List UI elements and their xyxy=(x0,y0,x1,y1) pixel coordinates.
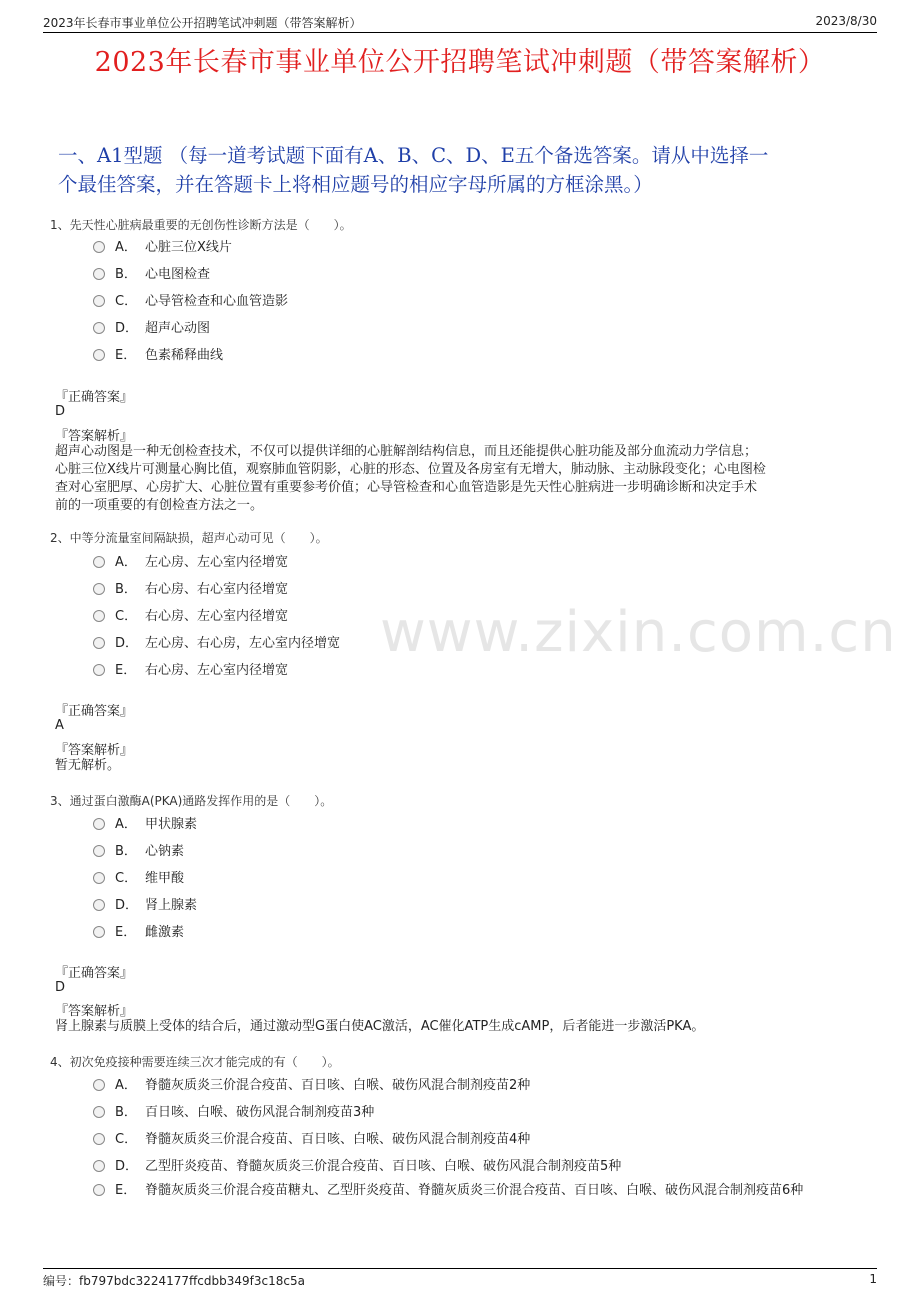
question-1-option-e[interactable] xyxy=(93,344,223,363)
option-text: 心钠素 xyxy=(145,844,185,859)
radio-icon[interactable] xyxy=(93,1106,105,1118)
radio-icon[interactable] xyxy=(93,818,105,830)
question-1-option-b[interactable] xyxy=(93,263,210,282)
analysis-line: 前的一项重要的有创检查方法之一。 xyxy=(55,498,264,513)
radio-icon[interactable] xyxy=(93,610,105,622)
option-text: 心脏三位X线片 xyxy=(145,240,232,255)
analysis-label: 『答案解析』 xyxy=(55,743,134,758)
radio-icon[interactable] xyxy=(93,664,105,676)
page-footer xyxy=(43,1268,877,1288)
analysis-line: 肾上腺素与质膜上受体的结合后，通过激动型G蛋白使AC激活，AC催化ATP生成cAMP，后者能进一步激活PKA。 xyxy=(55,1019,705,1034)
header-doc-title: 2023年长春市事业单位公开招聘笔试冲刺题（带答案解析） xyxy=(43,16,362,30)
question-3-answer: D xyxy=(55,980,66,995)
answer-label: 『正确答案』 xyxy=(55,966,134,981)
option-text: 右心房、左心室内径增宽 xyxy=(145,663,289,678)
question-3-option-c[interactable] xyxy=(93,867,184,886)
question-4-option-b[interactable] xyxy=(93,1101,374,1120)
question-2-option-c[interactable] xyxy=(93,605,288,624)
option-letter: A． xyxy=(115,817,137,832)
question-3-option-b[interactable] xyxy=(93,840,184,859)
option-text: 左心房、左心室内径增宽 xyxy=(145,555,289,570)
option-text: 心导管检查和心血管造影 xyxy=(145,294,289,309)
radio-icon[interactable] xyxy=(93,1079,105,1091)
radio-icon[interactable] xyxy=(93,583,105,595)
option-text: 甲状腺素 xyxy=(145,817,198,832)
question-3-option-a[interactable] xyxy=(93,813,197,832)
question-1-analysis xyxy=(55,443,870,515)
question-4-option-d[interactable] xyxy=(93,1155,621,1174)
option-text: 脊髓灰质炎三价混合疫苗、百日咳、白喉、破伤风混合制剂疫苗4种 xyxy=(145,1132,531,1147)
question-1-option-c[interactable] xyxy=(93,290,288,309)
option-letter: D． xyxy=(115,636,139,651)
option-text: 右心房、左心室内径增宽 xyxy=(145,609,289,624)
radio-icon[interactable] xyxy=(93,268,105,280)
option-text: 百日咳、白喉、破伤风混合制剂疫苗3种 xyxy=(145,1105,375,1120)
question-2-stem: 2、中等分流量室间隔缺损，超声心动可见（ ）。 xyxy=(50,531,328,545)
option-letter: C． xyxy=(115,871,138,886)
option-letter: D． xyxy=(115,321,139,336)
answer-label: 『正确答案』 xyxy=(55,390,134,405)
section-heading-line-1: 一、A1型题 （每一道考试题下面有A、B、C、D、E五个备选答案。请从中选择一 xyxy=(58,144,769,167)
question-3-option-e[interactable] xyxy=(93,921,184,940)
answer-label: 『正确答案』 xyxy=(55,704,134,719)
radio-icon[interactable] xyxy=(93,872,105,884)
question-3-option-d[interactable] xyxy=(93,894,197,913)
option-text: 肾上腺素 xyxy=(145,898,198,913)
radio-icon[interactable] xyxy=(93,1160,105,1172)
option-letter: E． xyxy=(115,663,137,678)
option-letter: D． xyxy=(115,1159,139,1174)
option-text: 超声心动图 xyxy=(145,321,211,336)
option-letter: E． xyxy=(115,925,137,940)
radio-icon[interactable] xyxy=(93,845,105,857)
option-letter: B． xyxy=(115,267,137,282)
option-text: 雌激素 xyxy=(145,925,185,940)
footer-doc-id: 编号：fb797bdc3224177ffcdbb349f3c18c5a xyxy=(43,1274,305,1288)
section-heading-line-2: 个最佳答案，并在答题卡上将相应题号的相应字母所属的方框涂黑。） xyxy=(58,173,653,196)
question-1-option-a[interactable] xyxy=(93,236,232,255)
option-letter: B． xyxy=(115,1105,137,1120)
analysis-line: 暂无解析。 xyxy=(55,758,121,773)
question-1-answer: D xyxy=(55,404,66,419)
option-letter: A． xyxy=(115,1078,137,1093)
option-letter: E． xyxy=(115,1183,137,1198)
option-letter: D． xyxy=(115,898,139,913)
radio-icon[interactable] xyxy=(93,349,105,361)
option-text: 右心房、右心室内径增宽 xyxy=(145,582,289,597)
option-text: 左心房、右心房，左心室内径增宽 xyxy=(145,636,341,651)
question-3-analysis xyxy=(55,1018,870,1036)
analysis-line: 心脏三位X线片可测量心胸比值，观察肺血管阴影，心脏的形态、位置及各房室有无增大，肺动脉、主动脉段变化；心电图检 xyxy=(55,462,766,477)
page-number: 1 xyxy=(869,1272,877,1286)
question-4-option-e[interactable] xyxy=(93,1181,863,1200)
radio-icon[interactable] xyxy=(93,556,105,568)
question-1-stem: 1、先天性心脏病最重要的无创伤性诊断方法是（ ）。 xyxy=(50,218,352,232)
document-title: 2023年长春市事业单位公开招聘笔试冲刺题（带答案解析） xyxy=(94,47,826,78)
option-text: 心电图检查 xyxy=(145,267,211,282)
header-date: 2023/8/30 xyxy=(815,14,877,28)
question-3-stem: 3、通过蛋白激酶A(PKA)通路发挥作用的是（ ）。 xyxy=(50,794,333,808)
option-letter: B． xyxy=(115,844,137,859)
watermark: www.zixin.com.cn xyxy=(380,600,897,665)
option-text: 脊髓灰质炎三价混合疫苗、百日咳、白喉、破伤风混合制剂疫苗2种 xyxy=(145,1078,531,1093)
option-letter: C． xyxy=(115,609,138,624)
question-2-analysis xyxy=(55,757,870,775)
analysis-label: 『答案解析』 xyxy=(55,429,134,444)
option-text: 脊髓灰质炎三价混合疫苗糖丸、乙型肝炎疫苗、脊髓灰质炎三价混合疫苗、百日咳、白喉、破伤风混合制剂疫苗6种 xyxy=(145,1183,804,1198)
option-letter: E． xyxy=(115,348,137,363)
radio-icon[interactable] xyxy=(93,322,105,334)
question-4-option-a[interactable] xyxy=(93,1074,530,1093)
radio-icon[interactable] xyxy=(93,899,105,911)
question-2-answer: A xyxy=(55,718,64,733)
option-letter: A． xyxy=(115,555,137,570)
option-letter: A． xyxy=(115,240,137,255)
analysis-line: 超声心动图是一种无创检查技术，不仅可以提供详细的心脏解剖结构信息，而且还能提供心脏功能及部分血流动力学信息； xyxy=(55,444,758,459)
option-letter: B． xyxy=(115,582,137,597)
radio-icon[interactable] xyxy=(93,926,105,938)
question-2-option-d[interactable] xyxy=(93,632,340,651)
option-letter: C． xyxy=(115,294,138,309)
question-2-option-b[interactable] xyxy=(93,578,288,597)
question-4-stem: 4、初次免疫接种需要连续三次才能完成的有（ ）。 xyxy=(50,1055,340,1069)
option-text: 乙型肝炎疫苗、脊髓灰质炎三价混合疫苗、百日咳、白喉、破伤风混合制剂疫苗5种 xyxy=(145,1159,622,1174)
section-heading xyxy=(58,141,863,199)
page-header xyxy=(43,12,877,33)
analysis-label: 『答案解析』 xyxy=(55,1004,134,1019)
radio-icon[interactable] xyxy=(93,1133,105,1145)
question-2-option-e[interactable] xyxy=(93,659,288,678)
radio-icon[interactable] xyxy=(93,241,105,253)
question-1-option-d[interactable] xyxy=(93,317,210,336)
option-letter: C． xyxy=(115,1132,138,1147)
radio-icon[interactable] xyxy=(93,637,105,649)
option-text: 维甲酸 xyxy=(145,871,185,886)
radio-icon[interactable] xyxy=(93,295,105,307)
analysis-line: 查对心室肥厚、心房扩大、心脏位置有重要参考价值；心导管检查和心血管造影是先天性心脏病进一步明确诊断和决定手术 xyxy=(55,480,758,495)
option-text: 色素稀释曲线 xyxy=(145,348,224,363)
radio-icon[interactable] xyxy=(93,1184,105,1196)
question-2-option-a[interactable] xyxy=(93,551,288,570)
question-4-option-c[interactable] xyxy=(93,1128,530,1147)
